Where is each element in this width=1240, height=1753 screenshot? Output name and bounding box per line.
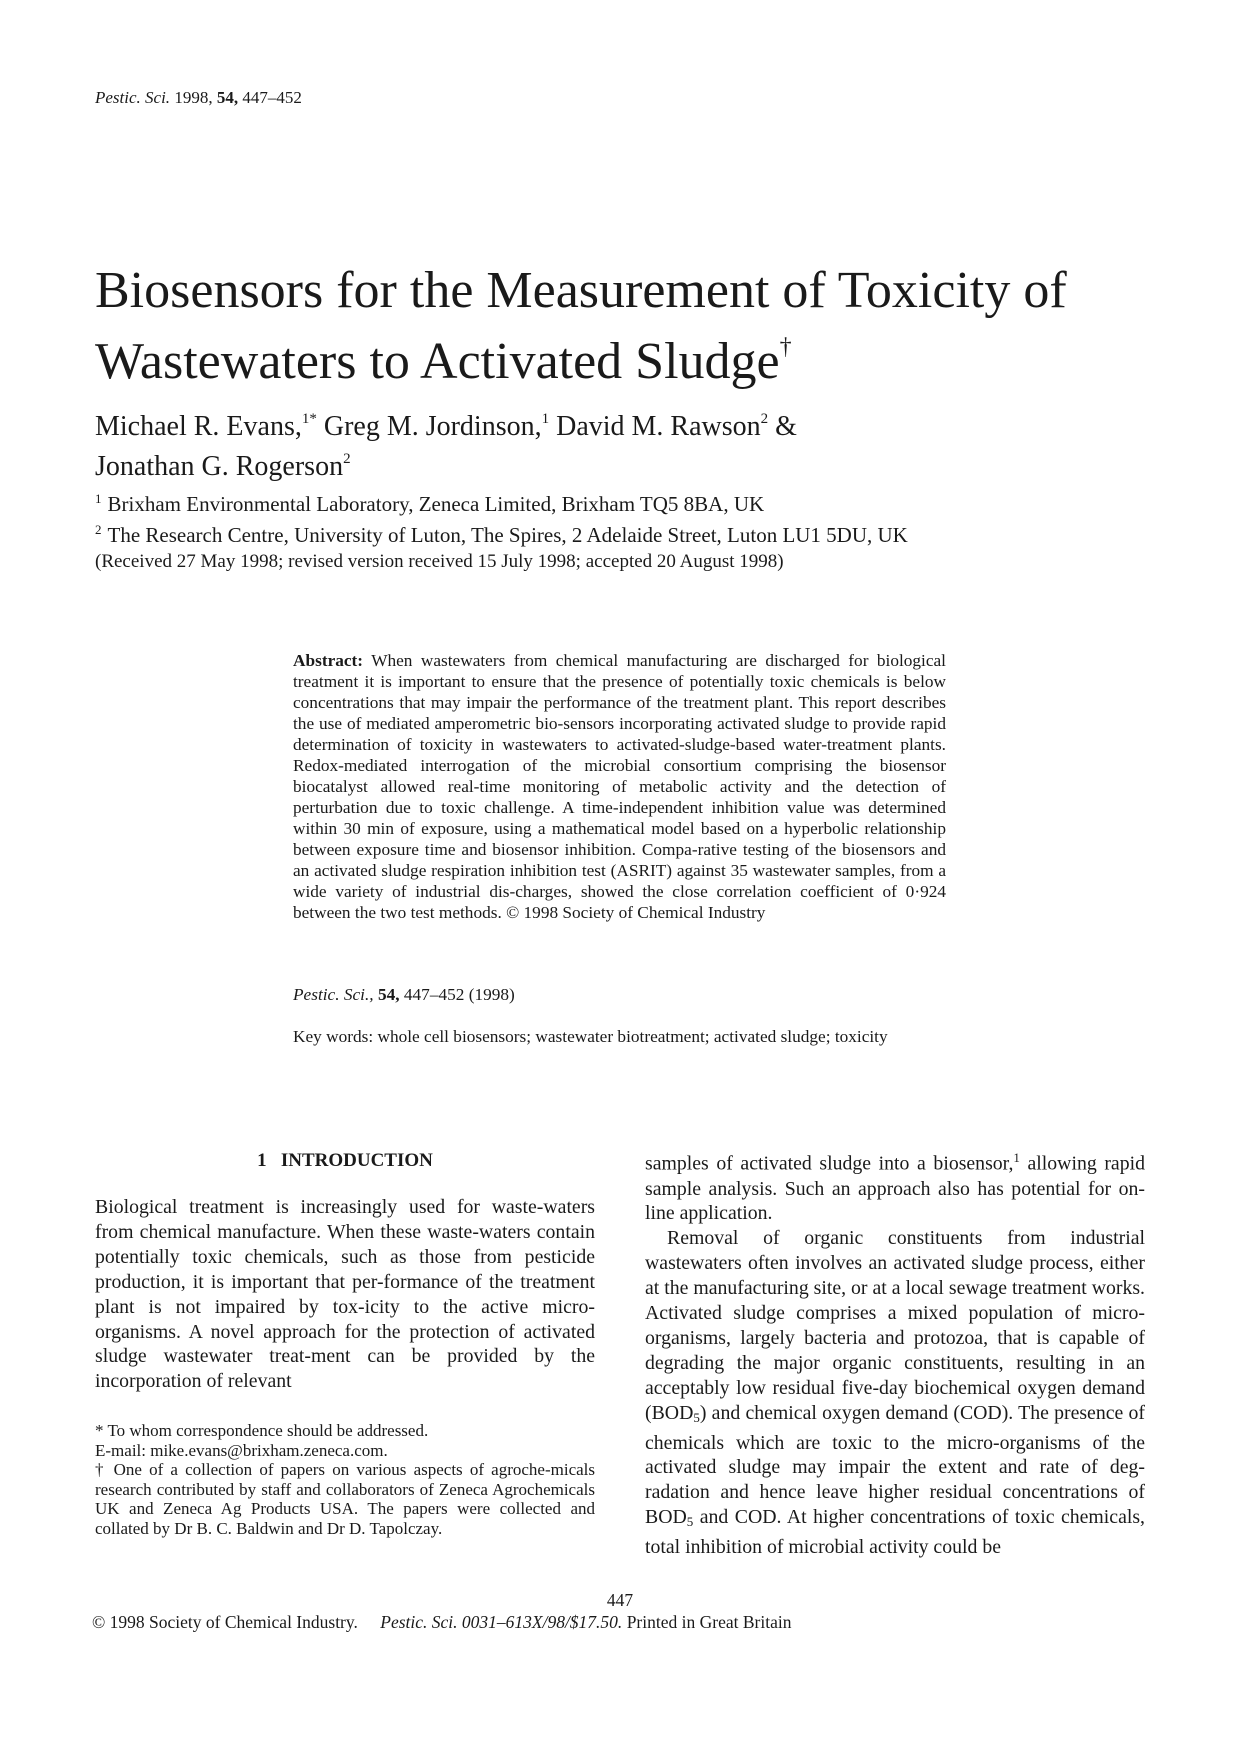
author-list	[95, 403, 1155, 483]
journal-year: 1998,	[174, 88, 213, 107]
footer-copyright: © 1998 Society of Chemical Industry.	[92, 1612, 358, 1632]
body-text: ) and chemical oxygen demand (COD). The presence of chemicals which are toxic to the micro-organisms of the activated sludge may impair the extent and rate of deg-radation and hence leave higher residual concentrations of BOD	[645, 1401, 1145, 1529]
keywords	[293, 1026, 946, 1047]
affiliation-number: 1	[95, 491, 102, 506]
reference-mark: 1	[1013, 1150, 1020, 1165]
body-text: samples of activated sludge into a biosensor,	[645, 1152, 1014, 1175]
body-paragraph: Biological treatment is increasingly used for waste-waters from chemical manufacture. When these waste-waters contain potentially toxic chemicals, such as those from pesticide production, it is important that per-formance of the treatment plant is not impaired by tox-icity to the active micro-organisms. A novel approach for the protection of activated sludge wastewater treat-ment can be provided by the incorporation of relevant	[95, 1196, 595, 1393]
journal-reference	[95, 88, 302, 108]
page-number: 447	[606, 1590, 634, 1610]
author-name: Michael R. Evans,	[95, 411, 302, 442]
title-footnote-mark: †	[779, 334, 792, 360]
affiliation-text: Brixham Environmental Laboratory, Zeneca Limited, Brixham TQ5 8BA, UK	[107, 492, 765, 516]
intro-right-column	[645, 1146, 1145, 1560]
body-text: and COD. At higher concentrations of toxic chemicals, total inhibition of microbial activity could be	[645, 1506, 1145, 1559]
footnotes	[95, 1421, 595, 1538]
page-footer	[92, 1612, 809, 1633]
keywords-label: Key words:	[293, 1027, 374, 1046]
author-separator: &	[775, 411, 797, 442]
body-paragraph	[645, 1226, 1145, 1560]
journal-abbrev: Pestic. Sci.	[95, 88, 171, 107]
body-text: Removal of organic constituents from industrial wastewaters often involves an activated sludge process, either at the manufacturing site, or at a local sewage treatment works. Activated sludge comprises a mixed population of micro-organisms, largely bacteria and protozoa, that is capable of degrading the major organic constituents, resulting in an acceptably low residual five-day biochemical oxygen demand (BOD	[645, 1227, 1145, 1424]
keywords-text: whole cell biosensors; wastewater biotreatment; activated sludge; toxicity	[377, 1027, 888, 1046]
abstract-label: Abstract:	[293, 651, 364, 670]
author-affil-mark: 1*	[301, 411, 317, 427]
abstract-citation	[293, 985, 515, 1005]
section-heading: 1 INTRODUCTION	[257, 1150, 433, 1171]
body-paragraph	[645, 1146, 1145, 1226]
author-name: David M. Rawson	[556, 411, 761, 442]
paper-title-text: Biosensors for the Measurement of Toxicity of Wastewaters to Activated Sludge	[95, 262, 1067, 390]
author-affil-mark: 1	[541, 411, 550, 427]
author-name: Jonathan G. Rogerson	[95, 451, 344, 482]
citation-pages: 447–452 (1998)	[403, 985, 515, 1004]
author-affil-mark: 2	[343, 451, 351, 467]
affiliation-item	[95, 486, 1175, 517]
body-text: allowing rapid sample analysis. Such an approach also has potential for on-line application.	[645, 1152, 1145, 1225]
subscript: 5	[693, 1409, 700, 1425]
received-dates: (Received 27 May 1998; revised version received 15 July 1998; accepted 20 August 1998)	[95, 551, 784, 572]
affiliations	[95, 486, 1175, 548]
abstract-text: When wastewaters from chemical manufacturing are discharged for biological treatment it is important to ensure that the presence of potentially toxic chemicals is below concentrations that may impair the performance of the treatment plant. This report describes the use of mediated amperometric bio-sensors incorporating activated sludge to provide rapid determination of toxicity in wastewaters to activated-sludge-based water-treatment plants. Redox-mediated interrogation of the microbial consortium comprising the biosensor biocatalyst allowed real-time monitoring of metabolic activity and the detection of perturbation due to toxic challenge. A time-independent inhibition value was determined within 30 min of exposure, using a mathematical model based on a hyperbolic relationship between exposure time and biosensor inhibition. Compa-rative testing of the biosensors and an activated sludge respiration inhibition test (ASRIT) against 35 wastewater samples, from a wide variety of industrial dis-charges, showed the close correlation coefficient of 0·924 between the two test methods. © 1998 Society of Chemical Industry	[293, 651, 946, 922]
affiliation-number: 2	[95, 522, 102, 537]
footnote-collection: † One of a collection of papers on various aspects of agroche-micals research contributed by staff and collaborators of Zeneca Agrochemicals UK and Zeneca Ag Products USA. The papers were collected and collated by Dr B. C. Baldwin and Dr D. Tapolczay.	[95, 1460, 595, 1538]
footnote-email: E-mail: mike.evans@brixham.zeneca.com.	[95, 1440, 388, 1460]
subscript: 5	[686, 1514, 694, 1530]
abstract	[293, 650, 946, 923]
affiliation-text: The Research Centre, University of Luton, The Spires, 2 Adelaide Street, Luton LU1 5DU, UK	[107, 523, 908, 547]
citation-volume: 54,	[377, 985, 400, 1004]
journal-volume: 54,	[216, 88, 239, 107]
footer-printed: Printed in Great Britain	[626, 1612, 792, 1632]
affiliation-item	[95, 517, 1175, 548]
citation-journal: Pestic. Sci.,	[293, 985, 374, 1004]
footer-journal-issn: Pestic. Sci. 0031–613X/98/$17.50.	[380, 1612, 623, 1632]
author-affil-mark: 2	[760, 411, 769, 427]
footnote-correspondence: * To whom correspondence should be addressed.	[95, 1421, 429, 1440]
intro-left-column	[95, 1195, 595, 1394]
paper-title	[95, 262, 1155, 390]
journal-pages: 447–452	[242, 88, 302, 107]
author-name: Greg M. Jordinson,	[323, 411, 542, 442]
